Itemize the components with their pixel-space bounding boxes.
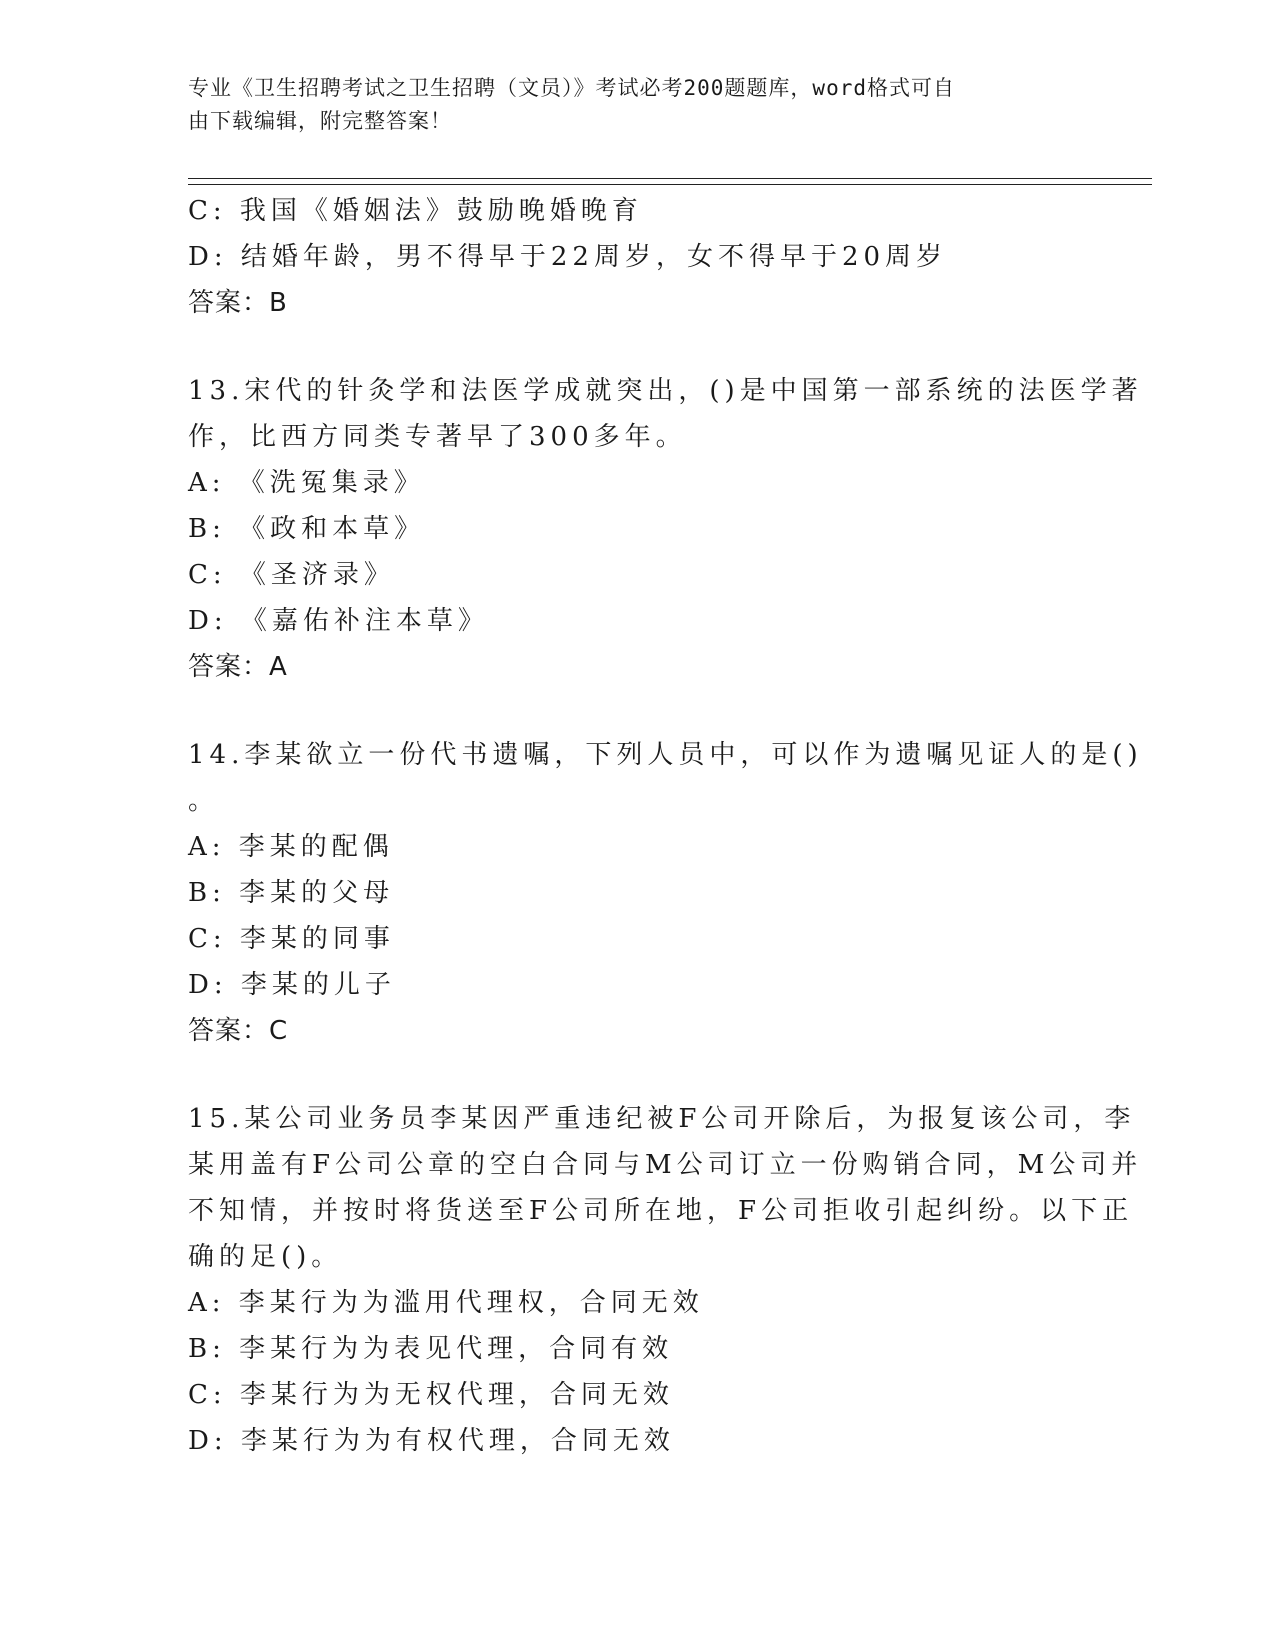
spacer (188, 1054, 1088, 1096)
q15-option-c: C: 李某行为为无权代理，合同无效 (188, 1380, 674, 1410)
question-12-tail (188, 188, 1088, 326)
q12-option-d: D: 结婚年龄，男不得早于22周岁，女不得早于20周岁 (188, 242, 948, 272)
header-divider-bottom (188, 184, 1152, 185)
q14-option-d: D: 李某的儿子 (188, 970, 396, 1000)
q14-text-line-1: 14.李某欲立一份代书遗嘱，下列人员中，可以作为遗嘱见证人的是() (188, 740, 1143, 770)
spacer (188, 326, 1088, 368)
question-14 (188, 732, 1143, 1054)
q13-option-c: C: 《圣济录》 (188, 560, 395, 590)
spacer (188, 690, 1088, 732)
question-content (188, 188, 1143, 1464)
q14-option-a: A: 李某的配偶 (188, 832, 394, 862)
header-divider-top (188, 178, 1152, 179)
question-13 (188, 368, 1143, 690)
q13-text-line-2: 作，比西方同类专著早了300多年。 (188, 422, 687, 452)
q13-text-line-1: 13.宋代的针灸学和法医学成就突出，()是中国第一部系统的法医学著 (188, 376, 1143, 406)
q12-option-c: C: 我国《婚姻法》鼓励晚婚晚育 (188, 196, 643, 226)
q15-option-a: A: 李某行为为滥用代理权，合同无效 (188, 1288, 704, 1318)
q13-option-a: A: 《洗冤集录》 (188, 468, 425, 498)
q13-option-b: B: 《政和本草》 (188, 514, 426, 544)
header-line-2: 由下载编辑，附完整答案！ (188, 109, 452, 133)
q14-option-c: C: 李某的同事 (188, 924, 395, 954)
header-line-1: 专业《卫生招聘考试之卫生招聘（文员）》考试必考200题题库，word格式可自 (188, 76, 955, 100)
q14-option-b: B: 李某的父母 (188, 878, 395, 908)
q15-text-line-3: 不知情，并按时将货送至F公司所在地，F公司拒收引起纠纷。以下正 (188, 1196, 1134, 1226)
q15-text-line-4: 确的足()。 (188, 1242, 343, 1272)
document-header (188, 72, 1088, 138)
q15-text-line-1: 15.某公司业务员李某因严重违纪被F公司开除后，为报复该公司，李 (188, 1104, 1136, 1134)
q13-answer: 答案：A (188, 652, 288, 682)
q15-option-d: D: 李某行为为有权代理，合同无效 (188, 1426, 675, 1456)
q15-option-b: B: 李某行为为表见代理，合同有效 (188, 1334, 674, 1364)
q13-option-d: D: 《嘉佑补注本草》 (188, 606, 489, 636)
q14-text-line-2: 。 (188, 786, 220, 816)
q15-text-line-2: 某用盖有F公司公章的空白合同与M公司订立一份购销合同，M公司并 (188, 1150, 1143, 1180)
q12-answer: 答案：B (188, 288, 288, 318)
q14-answer: 答案：C (188, 1016, 289, 1046)
question-15 (188, 1096, 1143, 1464)
